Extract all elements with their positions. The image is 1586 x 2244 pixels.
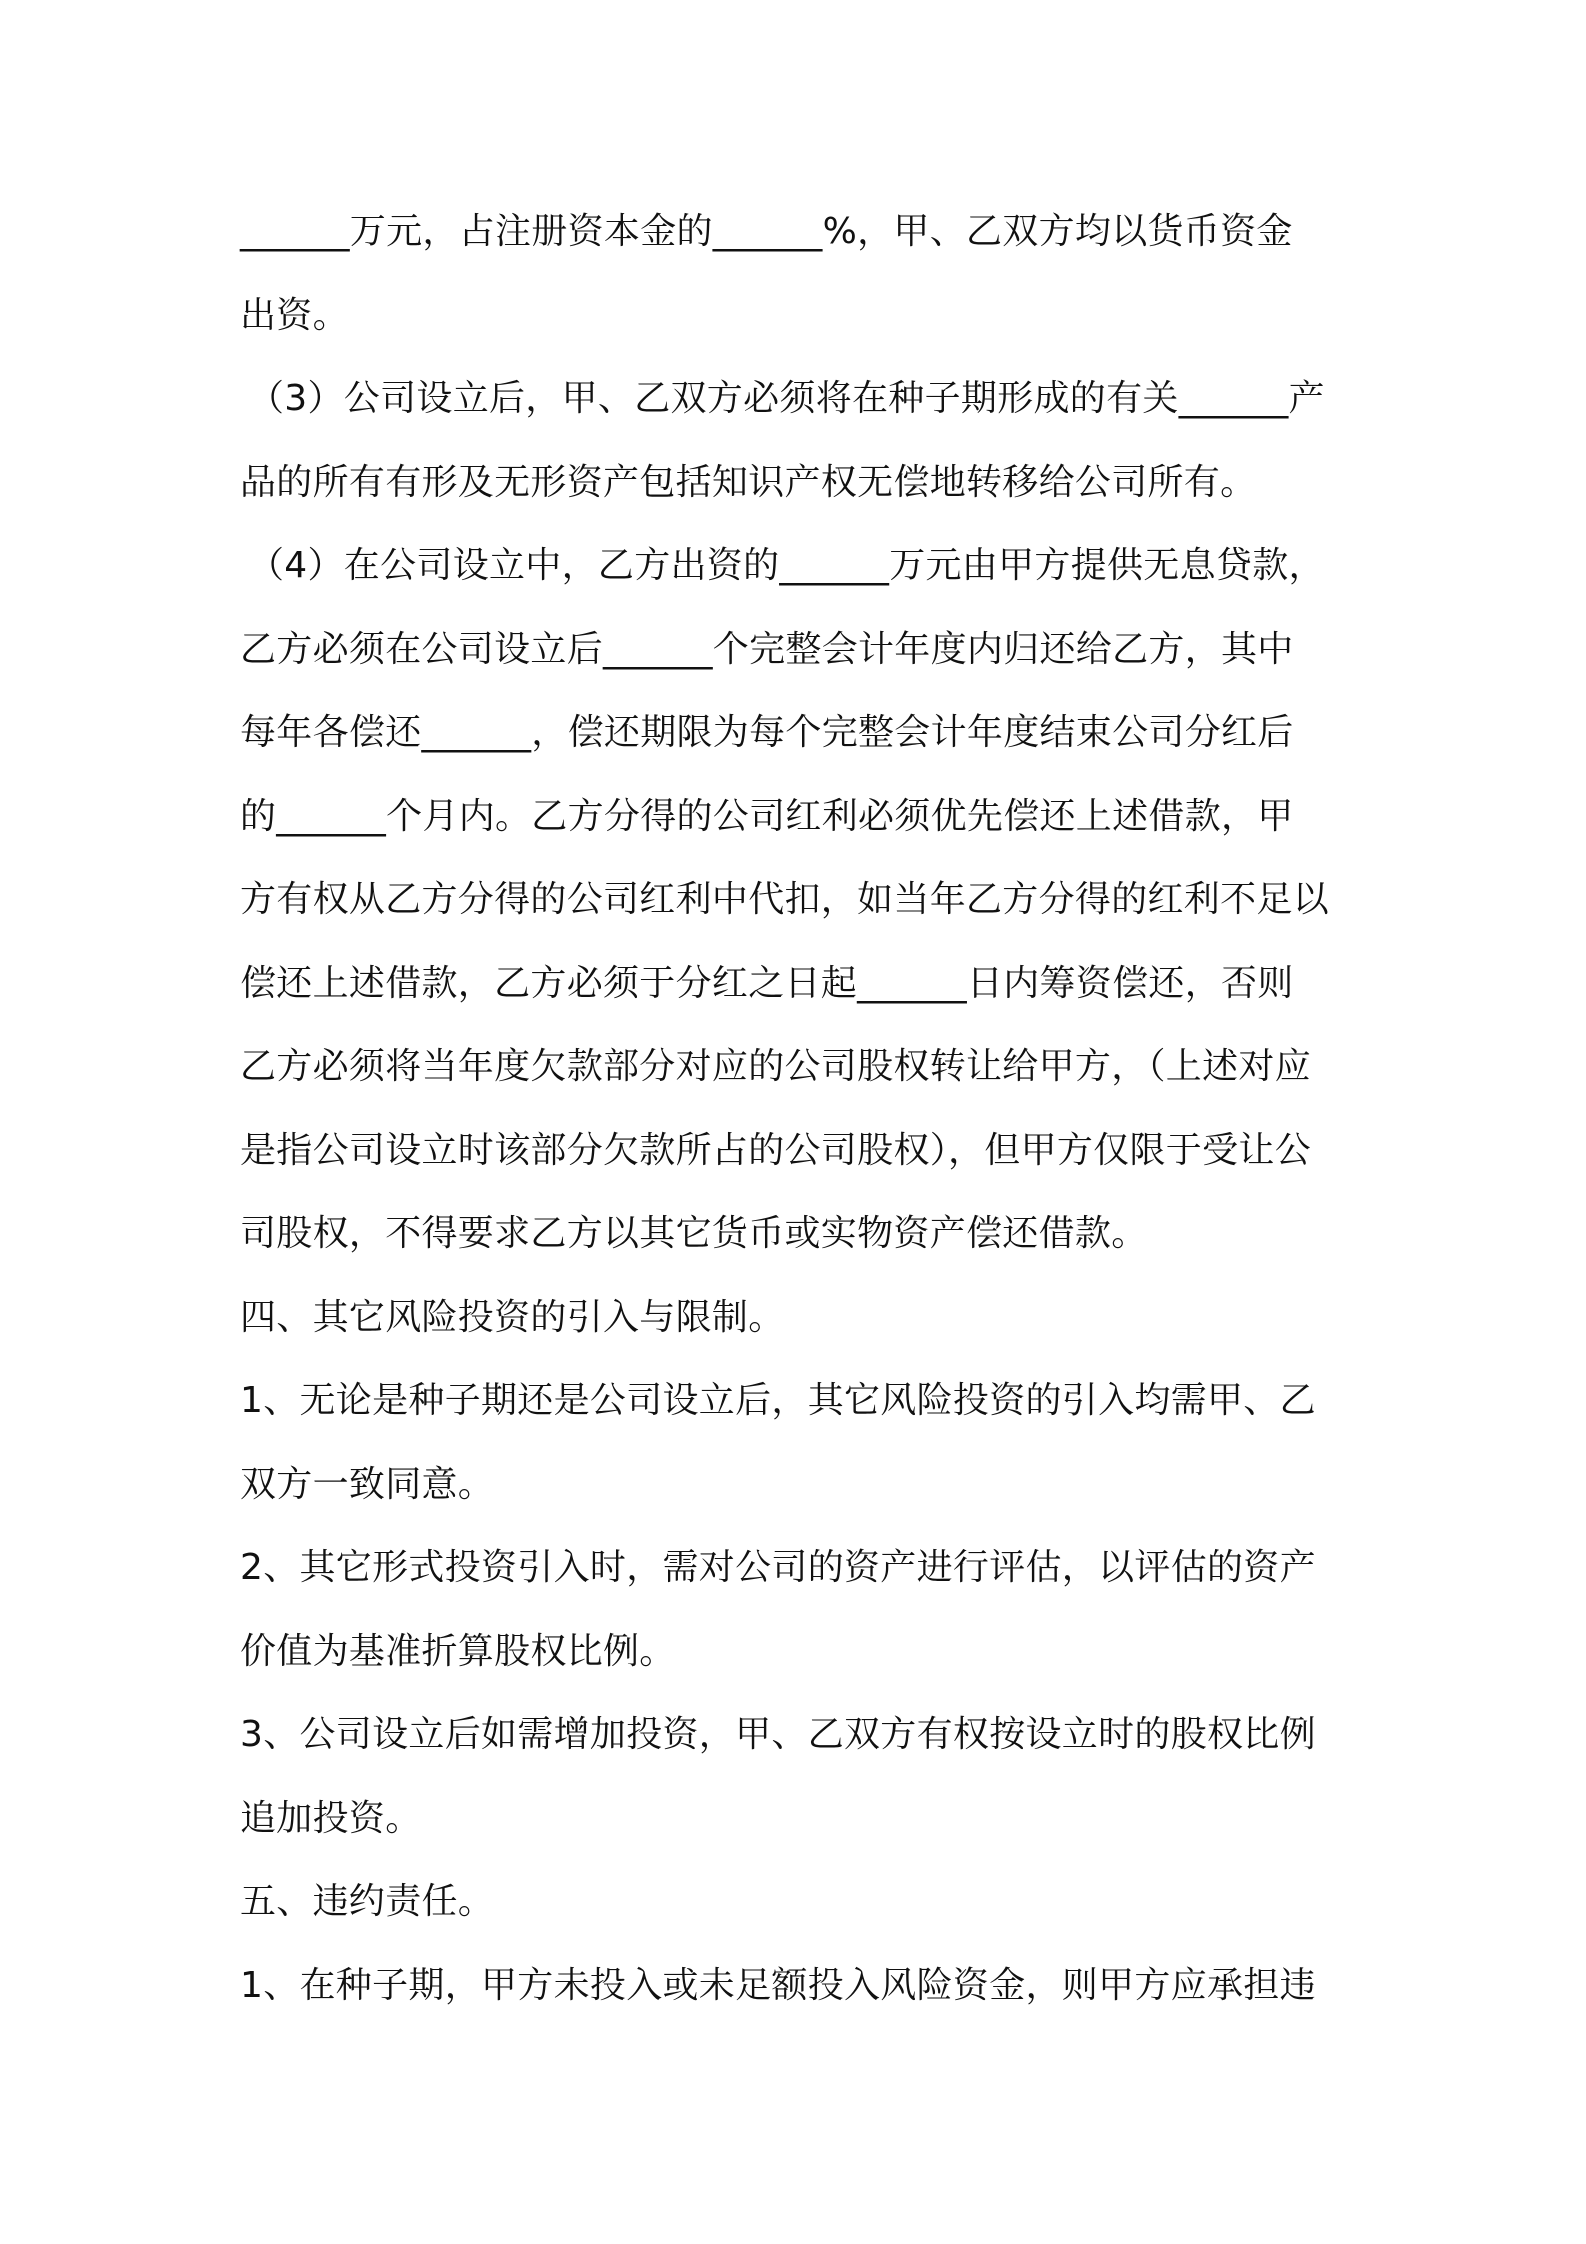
text-line: 乙方必须将当年度欠款部分对应的公司股权转让给甲方，（上述对应 xyxy=(240,1046,1312,1087)
text-line: 2、其它形式投资引入时，需对公司的资产进行评估，以评估的资产 xyxy=(240,1547,1316,1588)
section-heading: 四、其它风险投资的引入与限制。 xyxy=(240,1296,785,1338)
text-line: 追加投资。 xyxy=(240,1797,422,1839)
text-line: 乙方必须在公司设立后______个完整会计年度内归还给乙方，其中 xyxy=(240,628,1294,670)
text-line: 的______个月内。乙方分得的公司红利必须优先偿还上述借款，甲 xyxy=(240,795,1294,837)
text-line: 方有权从乙方分得的公司红利中代扣，如当年乙方分得的红利不足以 xyxy=(240,879,1330,920)
text-line: 双方一致同意。 xyxy=(240,1463,495,1505)
text-line: 价值为基准折算股权比例。 xyxy=(240,1630,676,1672)
text-line: 1、无论是种子期还是公司设立后，其它风险投资的引入均需甲、乙 xyxy=(240,1380,1316,1421)
text-line: 司股权，不得要求乙方以其它货币或实物资产偿还借款。 xyxy=(240,1213,1148,1254)
text-line: 1、在种子期，甲方未投入或未足额投入风险资金，则甲方应承担违 xyxy=(240,1964,1316,2006)
text-line: （3）公司设立后，甲、乙双方必须将在种子期形成的有关______产 xyxy=(248,378,1325,419)
text-line: 每年各偿还______，偿还期限为每个完整会计年度结束公司分红后 xyxy=(240,712,1294,753)
text-line: 3、公司设立后如需增加投资，甲、乙双方有权按设立时的股权比例 xyxy=(240,1714,1316,1755)
text-line: 是指公司设立时该部分欠款所占的公司股权），但甲方仅限于受让公 xyxy=(240,1129,1312,1171)
section-heading: 五、违约责任。 xyxy=(240,1881,495,1922)
document-body xyxy=(240,190,1352,2027)
text-line: 品的所有有形及无形资产包括知识产权无偿地转移给公司所有。 xyxy=(240,461,1257,503)
text-line: 偿还上述借款，乙方必须于分红之日起______日内筹资偿还，否则 xyxy=(240,962,1294,1004)
text-line: 出资。 xyxy=(240,294,349,336)
text-line: ______万元，占注册资本金的______%，甲、乙双方均以货币资金 xyxy=(240,211,1293,252)
text-line: （4）在公司设立中，乙方出资的______万元由甲方提供无息贷款， xyxy=(248,545,1325,586)
